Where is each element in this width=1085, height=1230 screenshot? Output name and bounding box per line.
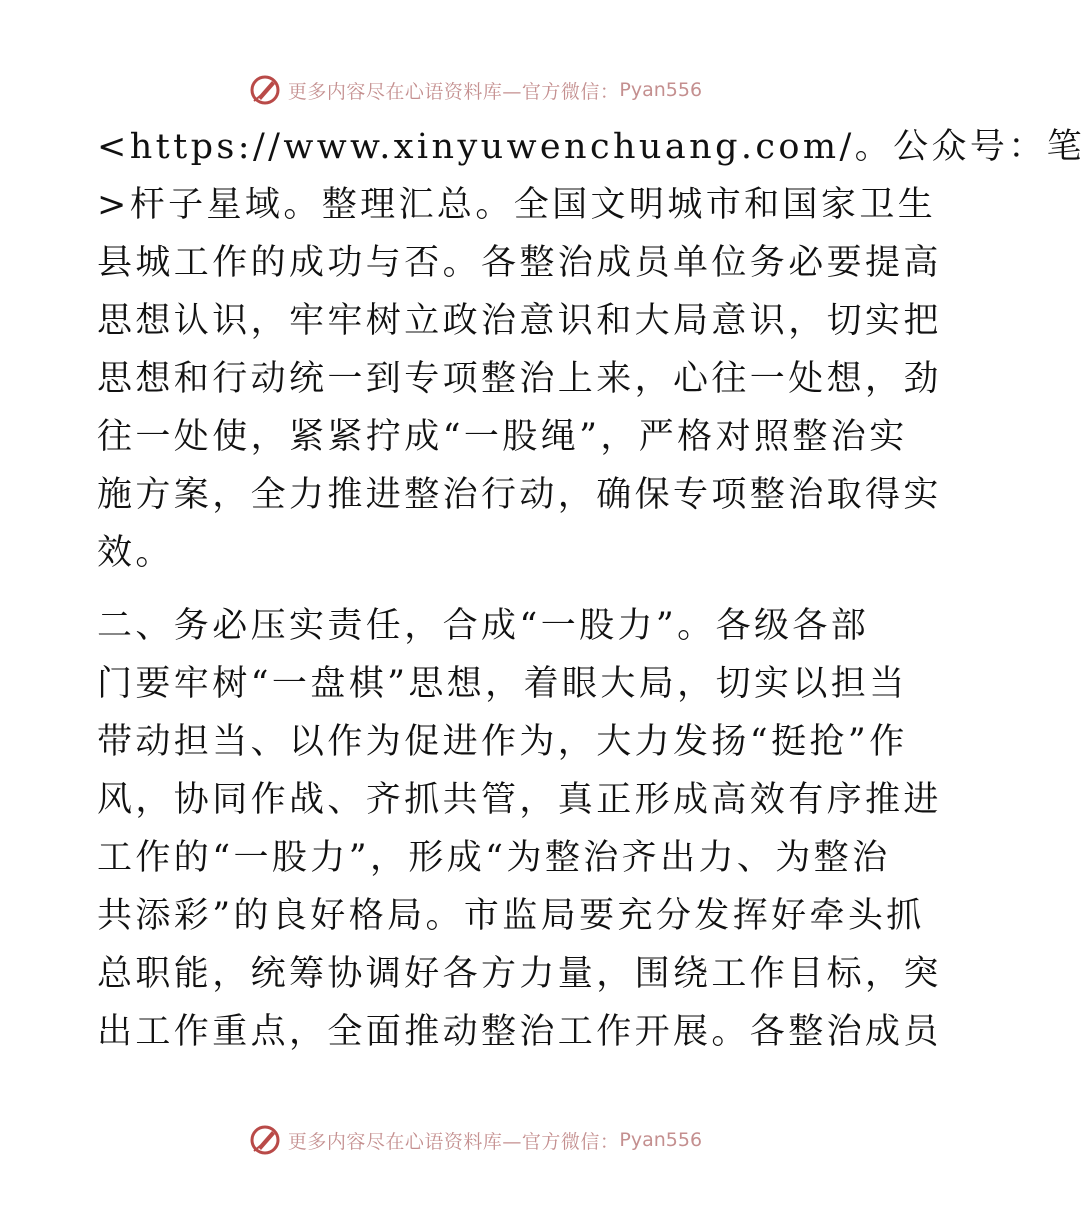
text-line: 施方案，全力推进整治行动，确保专项整治取得实 [97,475,942,515]
text-line: 出工作重点，全面推动整治工作开展。各整治成员 [97,1012,942,1052]
text-line: 工作的“一股力”，形成“为整治齐出力、为整治 [97,838,891,878]
document-body [97,118,1085,1061]
text-line: 县城工作的成功与否。各整治成员单位务必要提高 [97,243,942,283]
text-line: 思想和行动统一到专项整治上来，心往一处想，劲 [97,359,942,399]
paragraph-spacer [97,582,857,597]
watermark-wechat-id: Pyan556 [619,79,703,101]
text-line: 思想认识，牢牢树立政治意识和大局意识，切实把 [97,301,942,341]
text-line: 风，协同作战、齐抓共管，真正形成高效有序推进 [97,780,942,820]
watermark-text: 更多内容尽在心语资料库—官方微信： [287,1130,620,1153]
text-line: 共添彩”的良好格局。市监局要充分发挥好牵头抓 [97,896,925,936]
text-line: 带动担当、以作为促进作为，大力发扬“挺抢”作 [97,722,908,762]
text-line: 门要牢树“一盘棋”思想，着眼大局，切实以担当 [97,664,908,704]
text-line: <https://www.xinyuwenchuang.com/。公众号：笔 [97,127,1085,167]
text-line: >杆子星域。整理汇总。全国文明城市和国家卫生 [97,185,937,225]
xinyu-logo-icon [248,73,282,107]
footer-watermark [0,1122,950,1158]
text-line: 效。 [97,533,174,573]
text-line: 往一处使，紧紧拧成“一股绳”，严格对照整治实 [97,417,908,457]
text-line: 总职能，统筹协调好各方力量，围绕工作目标，突 [97,954,942,994]
watermark-text: 更多内容尽在心语资料库—官方微信： [287,80,620,103]
watermark-wechat-id: Pyan556 [619,1129,703,1151]
text-line: 二、务必压实责任，合成“一股力”。各级各部 [97,606,870,646]
xinyu-logo-icon [248,1123,282,1157]
header-watermark [0,72,950,108]
